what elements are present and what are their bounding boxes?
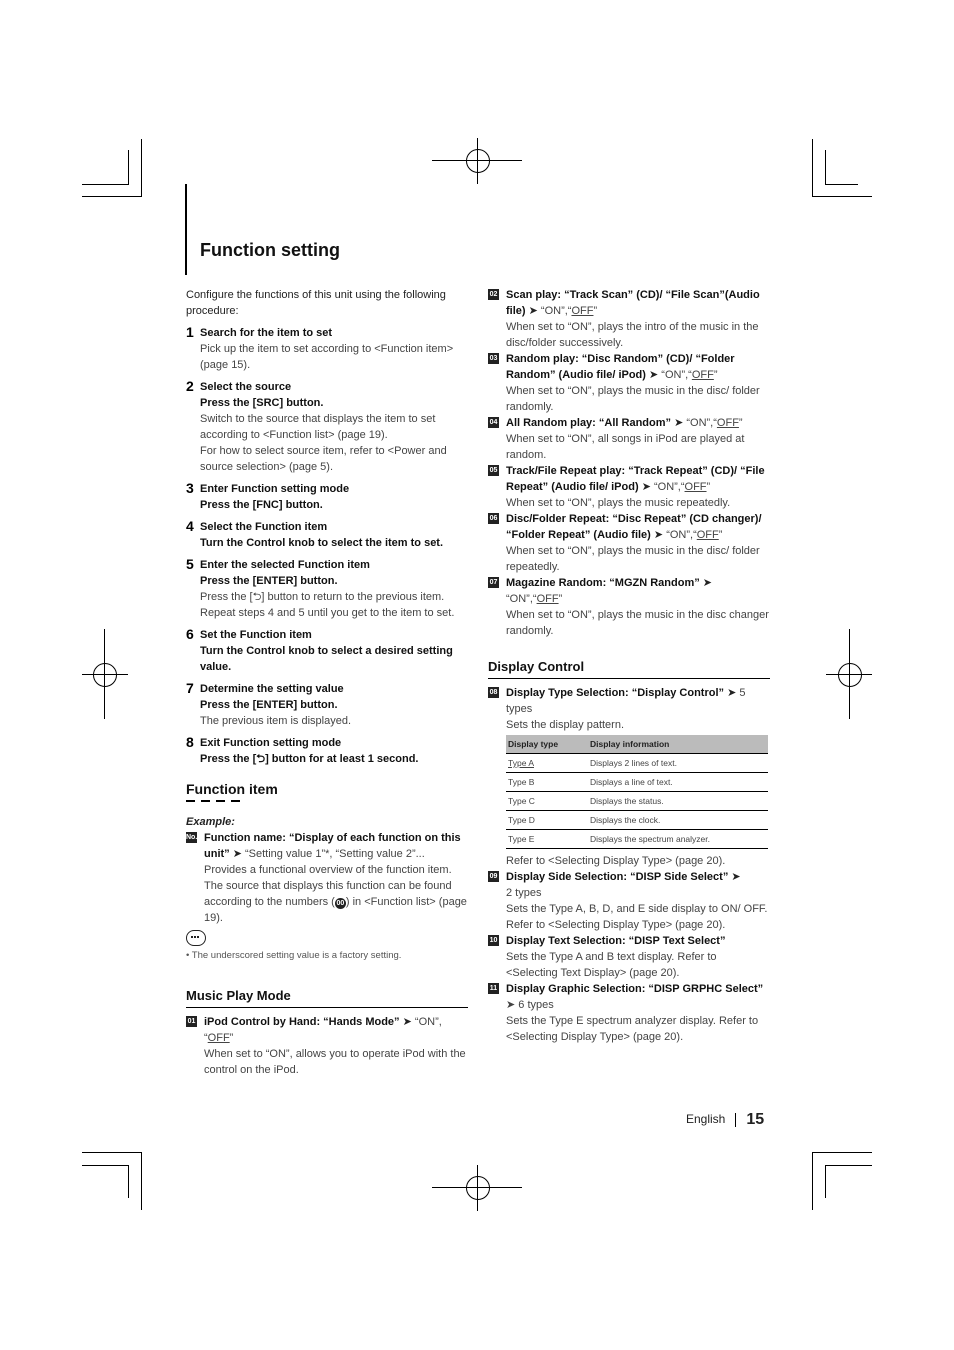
note-icon — [186, 930, 206, 946]
step-7: 7 Determine the setting value Press the [ENTER] button. The previous item is displayed. — [186, 680, 352, 727]
step-6: 6 Set the Function item Turn the Control knob to select a desired setting value. — [186, 626, 453, 673]
music-item-01: 01 iPod Control by Hand: “Hands Mode” ➤ “ON”, “OFF” When set to “ON”, allows you to operate iPod with the control on the iPod. — [187, 1016, 466, 1076]
table-row: Type E Displays the spectrum analyzer. — [506, 830, 768, 849]
heading-dash — [186, 800, 240, 802]
arrow-icon: ➤ — [506, 999, 516, 1011]
music-item-06: 06 Disc/Folder Repeat: “Disc Repeat” (CD changer)/ “Folder Repeat” (Audio file) ➤ “ON”,“OFF” When set to “ON”, plays the music in the disc/ folder repeatedly. — [489, 513, 762, 573]
arrow-icon: ➤ — [649, 369, 659, 381]
refer-text: Refer to <Selecting Display Type> (page 20). — [506, 855, 726, 867]
display-type-table — [506, 735, 768, 849]
page-footer — [686, 1111, 764, 1129]
display-item-11: 11 Display Graphic Selection: “DISP GRPHC Select” ➤ 6 types Sets the Type E spectrum analyzer display. Refer to <Selecting Display Type> (page 20). — [489, 983, 764, 1043]
music-item-02: 02 Scan play: “Track Scan” (CD)/ “File Scan”(Audio file) ➤ “ON”,“OFF” When set to “ON”, plays the intro of the music in the disc/folder successively. — [489, 289, 760, 349]
page-number: 15 — [746, 1111, 765, 1128]
arrow-icon: ➤ — [653, 529, 664, 541]
music-item-03: 03 Random play: “Disc Random” (CD)/ “Folder Random” (Audio file/ iPod) ➤ “ON”,“OFF” When set to “ON”, plays the music in the disc/ folder randomly. — [489, 353, 760, 413]
title-bar — [185, 184, 187, 275]
step-1: 1 Search for the item to set Pick up the item to set according to <Function item> (page 15). — [186, 324, 454, 371]
music-item-07: 07 Magazine Random: “MGZN Random” ➤ “ON”,“OFF” When set to “ON”, plays the music in the disc changer randomly. — [489, 577, 769, 637]
example-item: No. Function name: “Display of each function on this unit” ➤ “Setting value 1”*, “Setting value 2”... Provides a functional overview of the function item. The source that displays this function can be found according to the numbers ( 00 ) in <Function list> (page 19). — [186, 832, 467, 924]
step-2: 2 Select the source Press the [SRC] button. Switch to the source that displays the item to set according to <Function list> (page 19). For how to select source item, refer to <Power and source selection> (page 5). — [186, 378, 447, 473]
table-row: Type A Displays 2 lines of text. — [506, 754, 768, 773]
back-icon: ⮌ — [256, 753, 266, 765]
music-item-04: 04 All Random play: “All Random” ➤ “ON”,“OFF” When set to “ON”, all songs in iPod are played at random. — [489, 417, 745, 461]
example-label: Example: — [186, 816, 235, 828]
left-column — [186, 287, 468, 1078]
display-item-08: 08 Display Type Selection: “Display Control” ➤ 5 types Sets the display pattern. — [489, 687, 746, 731]
footer-divider — [735, 1113, 736, 1127]
footer-language: English — [686, 1112, 726, 1127]
note-text: • The underscored setting value is a factory setting. — [186, 950, 402, 961]
step-5: 5 Enter the selected Function item Press the [ENTER] button. Press the [⮌] button to return to the previous item. Repeat steps 4 and 5 until you get to the item to set. — [186, 556, 455, 619]
arrow-icon: ➤ — [674, 417, 684, 429]
music-item-05: 05 Track/File Repeat play: “Track Repeat” (CD)/ “File Repeat” (Audio file/ iPod) ➤ “ON”,“OFF” When set to “ON”, plays the music repeatedly. — [489, 465, 765, 509]
number-badge: No. — [186, 834, 198, 841]
arrow-icon: ➤ — [402, 1016, 412, 1028]
function-item-heading: Function item — [186, 781, 278, 797]
page-title: Function setting — [200, 240, 340, 260]
right-column — [488, 287, 770, 1045]
step-8: 8 Exit Function setting mode Press the [⮌] button for at least 1 second. — [186, 734, 419, 765]
arrow-icon: ➤ — [702, 577, 713, 589]
arrow-icon: ➤ — [731, 871, 741, 883]
table-header-row: Display type Display information — [506, 735, 768, 754]
arrow-icon: ➤ — [727, 687, 737, 699]
intro-text: Configure the functions of this unit using the following procedure: — [186, 289, 446, 317]
music-play-heading: Music Play Mode — [186, 988, 468, 1008]
source-number-badge: 00 — [336, 900, 345, 907]
table-row: Type D Displays the clock. — [506, 811, 768, 830]
arrow-icon: ➤ — [232, 848, 242, 860]
arrow-icon: ➤ — [528, 305, 538, 317]
table-row: Type B Displays a line of text. — [506, 773, 768, 792]
table-row: Type C Displays the status. — [506, 792, 768, 811]
step-3: 3 Enter Function setting mode Press the [FNC] button. — [186, 480, 350, 511]
display-item-10: 10 Display Text Selection: “DISP Text Select” Sets the Type A and B text display. Refer to <Selecting Text Display> (page 20). — [489, 935, 726, 979]
display-control-heading: Display Control — [488, 659, 770, 679]
arrow-icon: ➤ — [641, 481, 651, 493]
step-4: 4 Select the Function item Turn the Control knob to select the item to set. — [186, 518, 444, 549]
back-icon: ⮌ — [252, 591, 262, 603]
display-item-09: 09 Display Side Selection: “DISP Side Select” ➤ 2 types Sets the Type A, B, D, and E side display to ON/ OFF. Refer to <Selecting Display Type> (page 20). — [489, 871, 768, 931]
